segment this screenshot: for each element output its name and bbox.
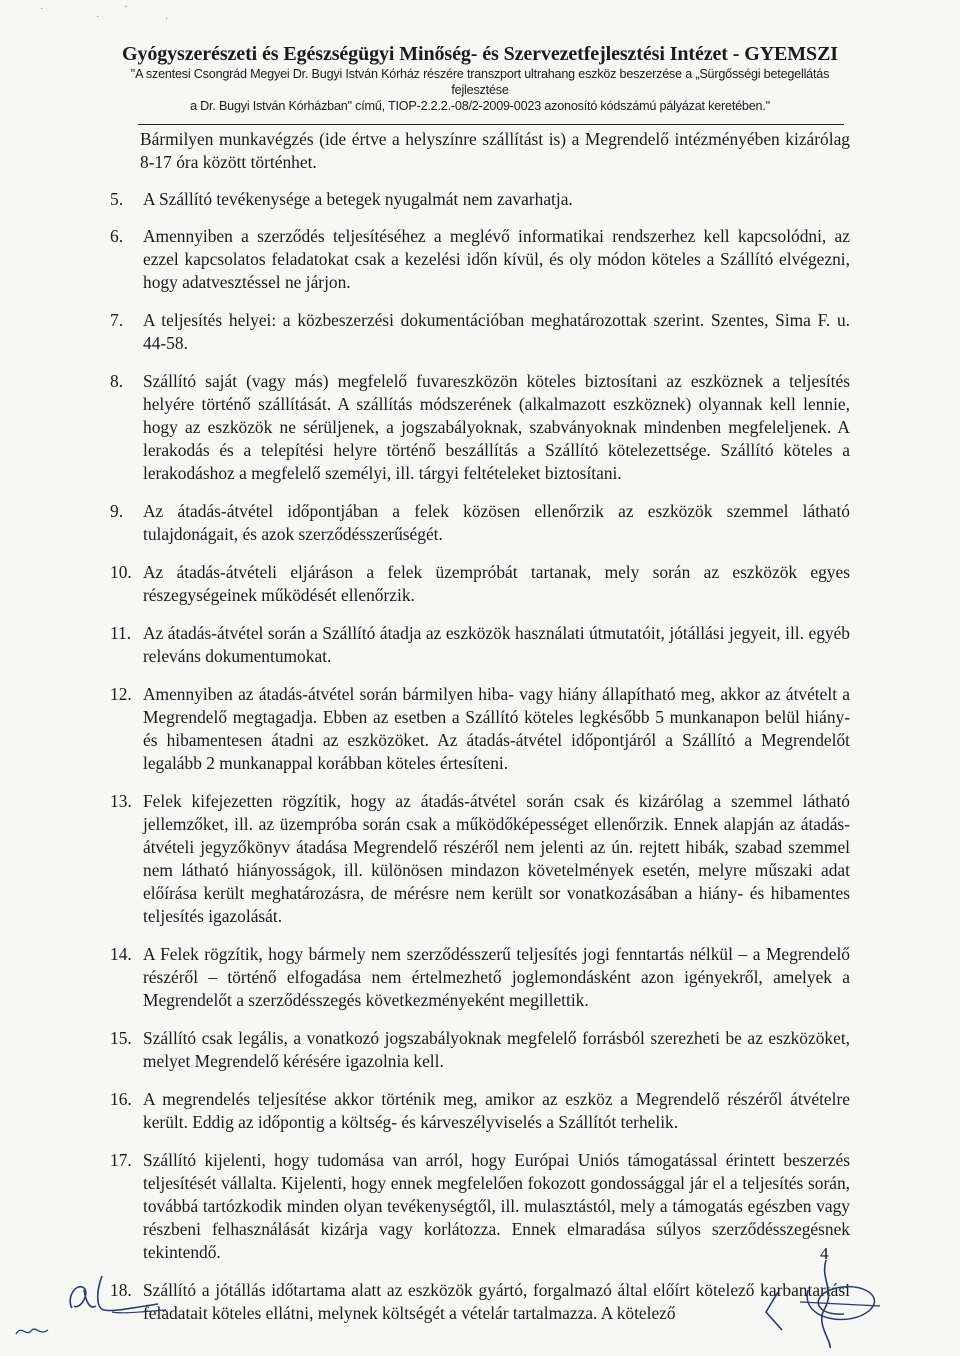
item-text: Szállító saját (vagy más) megfelelő fuvareszközön köteles biztosítani az eszköznek a teljesítés helyére történő szállítását. A szállítás módszerének (alkalmazott eszköznek) olyannak kell lennie, hogy az eszközök ne sérüljenek, a jogszabályoknak, szabványoknak mindenben megfeleljenek. A lerakodás és a telepítési helyre történő beszállítás a Szállító kötelezettsége. Szállító köteles a lerakodáshoz a megfelelő személyi, ill. tárgyi feltételeket biztosítani. (143, 371, 850, 483)
document-body (110, 124, 850, 1325)
list-item (110, 188, 850, 211)
lead-paragraph: Bármilyen munkavégzés (ide értve a helyszínre szállítást is) a Megrendelő intézményében kizárólag 8-17 óra között történhet. (140, 129, 850, 172)
item-number: 9. (110, 501, 124, 521)
item-number: 16. (110, 1089, 132, 1109)
item-number: 5. (110, 189, 124, 209)
list-item (110, 1149, 850, 1264)
scan-speck: · (124, 2, 128, 13)
list-item (110, 622, 850, 668)
item-number: 15. (110, 1028, 132, 1048)
left-signature (62, 1268, 182, 1324)
list-item (110, 561, 850, 607)
right-signature (760, 1250, 900, 1350)
item-number: 7. (110, 310, 124, 330)
item-text: A Felek rögzítik, hogy bármely nem szerződésszerű teljesítés jogi fenntartás nélkül – a Megrendelő részéről – történő elfogadása nem értelmezhető joglemondásként azon igényekről, amelyek a Megrendelőt a szerződésszegés következményeként megillettik. (143, 944, 850, 1010)
item-text: A Szállító tevékenysége a betegek nyugalmát nem zavarhatja. (143, 189, 573, 209)
item-text: Szállító csak legális, a vonatkozó jogszabályoknak megfelelő forrásból szerezheti be az eszközöket, melyet Megrendelő kérésére igazolnia kell. (143, 1028, 850, 1071)
item-text: Szállító a jótállás időtartama alatt az eszközök gyártó, forgalmazó által előírt kötelező karbantartási feladatait köteles ellátni, melynek költségét a vételár tartalmazza. A kötelező (143, 1280, 850, 1323)
list-item (110, 1088, 850, 1134)
item-number: 17. (110, 1150, 132, 1170)
document-header (110, 42, 850, 114)
item-number: 6. (110, 226, 124, 246)
initials-mark (14, 1320, 54, 1344)
item-text: Szállító kijelenti, hogy tudomása van arról, hogy Európai Uniós támogatással érintett beszerzés teljesítését vállalta. Kijelenti, hogy ennek megfelelően fokozott gondossággal jár el a teljesítés során, továbbá tartózkodik minden olyan tevékenységtől, ill. mulasztástól, mely a támogatás egészben vagy részbeni felhasználását kizárja vagy korlátozza. Ennek elmaradása súlyos szerződésszegésnek tekintendő. (143, 1150, 850, 1262)
list-item (110, 683, 850, 775)
item-text: Felek kifejezetten rögzítik, hogy az átadás-átvétel során csak és kizárólag a szemmel látható jellemzőket, ill. az üzempróba során csak a működőképességet ellenőrzik. Ennek alapján az átadás-átvételi jegyzőkönyv átadása Megrendelő részéről nem jelenti az ún. rejtett hibák, szabad szemmel nem látható hiányosságok, ill. különösen mindazon követelmények esetén, melyre műszaki adat előírása került meghatározásra, de mérésre nem került sor vonatkozásában a hiány- és hibamentes teljesítés igazolását. (143, 791, 850, 926)
scan-speck: · (165, 14, 169, 25)
list-item (110, 1027, 850, 1073)
list-item (110, 1279, 850, 1325)
list-item (110, 790, 850, 928)
item-text: Az átadás-átvétel időpontjában a felek közösen ellenőrzik az eszközök szemmel látható tulajdonágait, és azok szerződésszerűségét. (143, 501, 850, 544)
item-number: 12. (110, 684, 132, 704)
item-text: Amennyiben a szerződés teljesítéséhez a meglévő informatikai rendszerhez kell kapcsolódni, az ezzel kapcsolatos feladatokat csak a kezelési időn kívül, és oly módon köteles a Szállító elvégezni, hogy adatvesztéssel ne járjon. (143, 226, 850, 292)
page-number: 4 (820, 1244, 829, 1263)
item-text: Az átadás-átvétel során a Szállító átadja az eszközök használati útmutatóit, jótállási jegyeit, ill. egyéb releváns dokumentumokat. (143, 623, 850, 666)
item-text: A teljesítés helyei: a közbeszerzési dokumentációban meghatározottak szerint. Szentes, Sima F. u. 44-58. (143, 310, 850, 353)
list-item (110, 943, 850, 1012)
item-text: Az átadás-átvételi eljáráson a felek üzempróbát tartanak, mely során az eszközök egyes részegységeinek működését ellenőrzik. (143, 562, 850, 605)
list-item (110, 225, 850, 294)
project-line-2: a Dr. Bugyi István Kórházban" című, TIOP-2.2.2.-08/2-2009-0023 azonosító kódszámú pályázat keretében." (190, 99, 770, 113)
item-text: Amennyiben az átadás-átvétel során bármilyen hiba- vagy hiány állapítható meg, akkor az átvételt a Megrendelő megtagadja. Ebben az esetben a Szállító köteles legkésőbb 5 munkanapon belül hiány- és hibamentesen átadni az eszközöket. Az átadás-átvétel időpontjáról a Szállító a Megrendelőt legalább 2 munkanappal korábban köteles értesíteni. (143, 684, 850, 773)
item-number: 11. (110, 623, 132, 643)
list-item (110, 309, 850, 355)
project-line-1: "A szentesi Csongrád Megyei Dr. Bugyi István Kórház részére transzport ultrahang eszköz beszerzése a „Sürgősségi betegellátás fejlesztése (130, 67, 830, 97)
scan-speck: · (96, 12, 100, 23)
list-item (110, 370, 850, 485)
scan-speck: · (40, 4, 44, 15)
item-number: 10. (110, 562, 132, 582)
list-item (110, 500, 850, 546)
item-number: 18. (110, 1280, 132, 1300)
item-number: 14. (110, 944, 132, 964)
item-number: 13. (110, 791, 132, 811)
organization-title: Gyógyszerészeti és Egészségügyi Minőség- és Szervezetfejlesztési Intézet - GYEMSZI (121, 43, 838, 65)
item-text: A megrendelés teljesítése akkor történik meg, amikor az eszköz a Megrendelő részéről átvételre került. Eddig az időpontig a költség- és kárveszélyviselés a Szállítót terhelik. (143, 1089, 850, 1132)
item-number: 8. (110, 371, 124, 391)
